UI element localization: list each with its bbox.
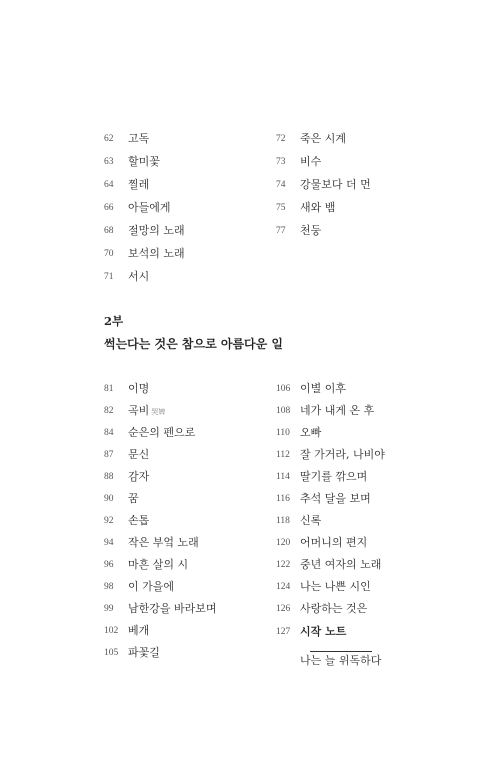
page-number: 122 (276, 560, 291, 570)
page-number: 77 (276, 226, 286, 236)
entry-title: 베개 (128, 624, 150, 637)
entry-title: 새와 뱀 (300, 201, 336, 214)
entry-title: 감자 (128, 470, 150, 483)
entry-title: 잘 가거라, 나비야 (300, 448, 385, 461)
entry-title: 시작 노트 (300, 625, 347, 638)
part-label: 2부 (104, 314, 124, 328)
page-number: 68 (104, 226, 114, 236)
entry-title: 나는 늘 위독하다 (300, 654, 382, 667)
entry-title: 네가 내게 온 후 (300, 404, 375, 417)
entry-title: 고독 (128, 132, 150, 145)
page-number: 112 (276, 450, 290, 460)
entry-title: 이명 (128, 382, 150, 395)
entry-title: 추석 달을 보며 (300, 492, 371, 505)
entry-title: 절망의 노래 (128, 224, 185, 237)
entry-title: 순은의 펜으로 (128, 426, 196, 439)
part2-right-column (276, 381, 446, 671)
entry-title-text: 곡비 (128, 404, 150, 417)
entry-title: 오빠 (300, 426, 322, 439)
entry-title: 작은 부엌 노래 (128, 536, 199, 549)
entry-title: 천둥 (300, 224, 322, 237)
page-number: 84 (104, 428, 114, 438)
page-number: 62 (104, 134, 114, 144)
entry-hanja: 哭婢 (151, 408, 166, 416)
page-number: 126 (276, 604, 291, 614)
page-number: 110 (276, 428, 290, 438)
page-number: 94 (104, 538, 114, 548)
entry-title: 신록 (300, 514, 322, 527)
entry-title: 중년 여자의 노래 (300, 558, 382, 571)
entry-title: 어머니의 편지 (300, 536, 368, 549)
page-number: 66 (104, 203, 114, 213)
page-number: 114 (276, 472, 290, 482)
entry-title: 아들에게 (128, 201, 171, 214)
page-number: 75 (276, 203, 286, 213)
entry-title: 비수 (300, 155, 322, 168)
entry-title (128, 403, 165, 420)
page-number: 82 (104, 406, 114, 416)
page-number: 127 (276, 627, 291, 637)
entry-title: 손톱 (128, 514, 150, 527)
page-number: 70 (104, 249, 114, 259)
entry-title: 파꽃길 (128, 646, 160, 659)
page-number: 81 (104, 384, 114, 394)
page-number: 74 (276, 180, 286, 190)
page-number: 105 (104, 648, 119, 658)
entry-title: 할미꽃 (128, 155, 160, 168)
page-number: 71 (104, 272, 114, 282)
page-number: 99 (104, 604, 114, 614)
entry-title: 서시 (128, 270, 150, 283)
page-number: 120 (276, 538, 291, 548)
page-number: 90 (104, 494, 114, 504)
entry-title: 보석의 노래 (128, 247, 185, 260)
page-number: 63 (104, 157, 114, 167)
entry-title: 딸기를 깎으며 (300, 470, 368, 483)
page-number: 116 (276, 494, 290, 504)
entry-title: 이 가을에 (128, 580, 175, 593)
page-number: 92 (104, 516, 114, 526)
entry-title: 죽은 시계 (300, 132, 347, 145)
page-number: 96 (104, 560, 114, 570)
entry-title: 찔레 (128, 178, 150, 191)
entry-title: 강물보다 더 먼 (300, 178, 371, 191)
page-number: 87 (104, 450, 114, 460)
page-number: 108 (276, 406, 291, 416)
part1-left-column (104, 131, 274, 291)
part1-right-column (276, 131, 416, 251)
page-number: 72 (276, 134, 286, 144)
page-number: 98 (104, 582, 114, 592)
entry-title: 이별 이후 (300, 382, 347, 395)
page-number: 124 (276, 582, 291, 592)
entry-title: 마흔 살의 시 (128, 558, 189, 571)
part2-left-column (104, 381, 274, 671)
entry-title: 문신 (128, 448, 150, 461)
page-number: 88 (104, 472, 114, 482)
entry-title: 나는 나쁜 시인 (300, 580, 371, 593)
part-title: 썩는다는 것은 참으로 아름다운 일 (104, 337, 284, 351)
page-number: 118 (276, 516, 290, 526)
entry-title: 꿈 (128, 492, 139, 505)
page-number: 64 (104, 180, 114, 190)
entry-title: 사랑하는 것은 (300, 602, 368, 615)
page-number: 106 (276, 384, 291, 394)
page-number: 102 (104, 626, 119, 636)
entry-title: 남한강을 바라보며 (128, 602, 217, 615)
divider-rule (310, 651, 372, 652)
page-number: 73 (276, 157, 286, 167)
